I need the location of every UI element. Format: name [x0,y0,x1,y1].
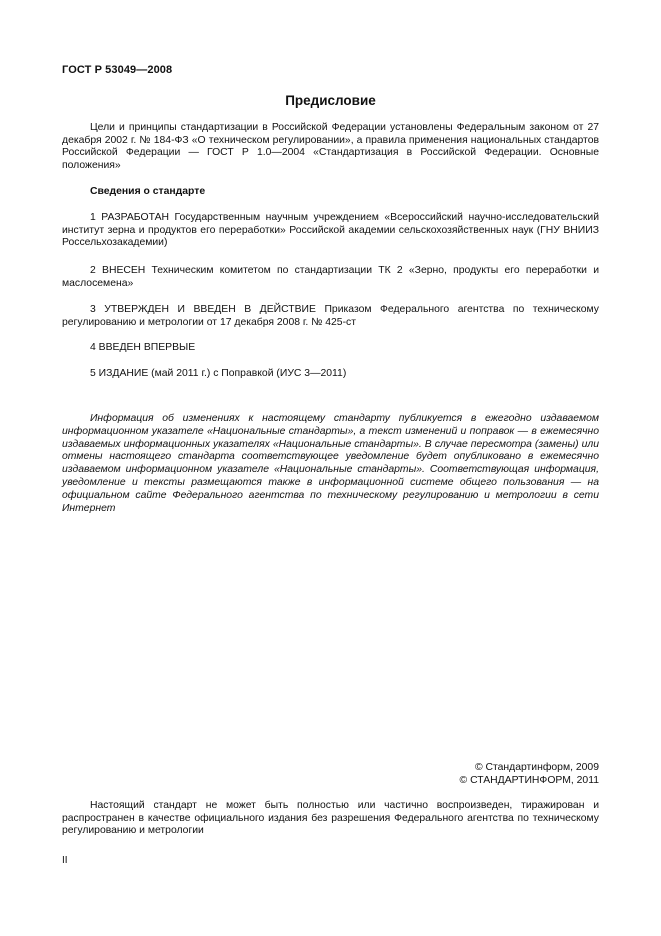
page-title: Предисловие [285,93,376,108]
standard-info-heading: Сведения о стандарте [90,186,206,197]
copyright-line-1: © Стандартинформ, 2009 [474,762,599,773]
reproduction-notice: Настоящий стандарт не может быть полностью или частично воспроизведен, тиражирован и распространен в качестве официального издания без разрешения Федерального агентства по техническому регулированию и метрологии [62,800,599,837]
standard-info-item-1: 1 РАЗРАБОТАН Государственным научным учреждением «Всероссийский научно-исследовательский институт зерна и продуктов его переработки» Российской академии сельскохозяйственных наук (ГНУ ВНИИЗ Россельхозакадемии) [62,212,599,249]
standard-info-item-2: 2 ВНЕСЕН Техническим комитетом по стандартизации ТК 2 «Зерно, продукты его переработки и маслосемена» [62,265,599,289]
standard-info-item-5: 5 ИЗДАНИЕ (май 2011 г.) с Поправкой (ИУС 3—2011) [90,368,347,379]
copyright-line-2: © СТАНДАРТИНФОРМ, 2011 [459,775,599,786]
standard-info-item-3: 3 УТВЕРЖДЕН И ВВЕДЕН В ДЕЙСТВИЕ Приказом Федерального агентства по техническому регулированию и метрологии от 17 декабря 2008 г. № 425-ст [62,304,599,328]
intro-paragraph: Цели и принципы стандартизации в Российской Федерации установлены Федеральным законом от 27 декабря 2002 г. № 184-ФЗ «О техническом регулировании», а правила применения национальных стандартов Российской Федерации — ГОСТ Р 1.0—2004 «Стандартизация в Российской Федерации. Основные положения» [62,122,599,172]
document-code: ГОСТ Р 53049—2008 [62,64,173,76]
page-number: II [62,855,68,866]
info-notice: Информация об изменениях к настоящему стандарту публикуется в ежегодно издаваемом информационном указателе «Национальные стандарты», а текст изменений и поправок — в ежемесячно издаваемых информационных указателях «Национальные стандарты». В случае пересмотра (замены) или отмены настоящего стандарта соответствующее уведомление будет опубликовано в ежемесячно издаваемом информационном указателе «Национальные стандарты». Соответствующая информация, уведомление и тексты размещаются также в информационной системе общего пользования — на официальном сайте Федерального агентства по техническому регулированию и метрологии в сети Интернет [62,413,599,514]
standard-info-item-4: 4 ВВЕДЕН ВПЕРВЫЕ [90,342,196,353]
